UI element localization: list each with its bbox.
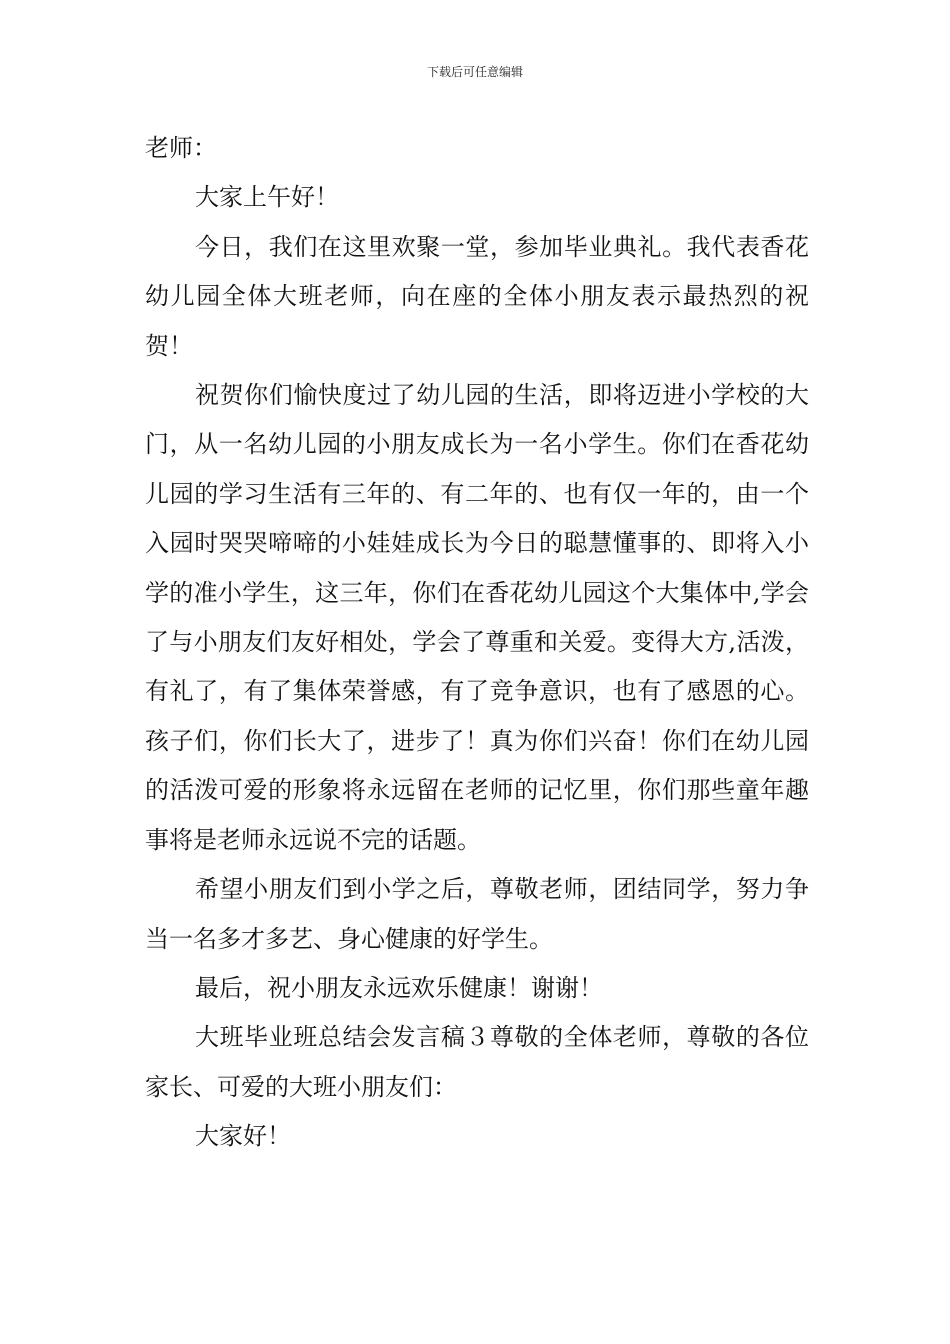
paragraph-growth: 祝贺你们愉快度过了幼儿园的生活，即将迈进小学校的大门，从一名幼儿园的小朋友成长为一名小学生。你们在香花幼儿园的学习生活有三年的、有二年的、也有仅一年的，由一个入园时哭哭啼啼的小娃娃成长为今日的聪慧懂事的、即将入小学的准小学生，这三年，你们在香花幼儿园这个大集体中,学会了与小朋友们友好相处，学会了尊重和关爱。变得大方,活泼，有礼了，有了集体荣誉感，有了竞争意识，也有了感恩的心。孩子们，你们长大了，进步了！真为你们兴奋！你们在幼儿园的活泼可爱的形象将永远留在老师的记忆里，你们那些童年趣事将是老师永远说不完的话题。 [145,381,809,854]
document-body [145,124,809,1162]
paragraph-speech-3-opening: 大班毕业班总结会发言稿３尊敬的全体老师，尊敬的各位家长、可爱的大班小朋友们： [145,1023,809,1101]
page-header-note: 下载后可任意编辑 [426,65,523,79]
paragraph-salutation: 老师： [145,134,217,162]
paragraph-congratulations: 今日，我们在这里欢聚一堂，参加毕业典礼。我代表香花幼儿园全体大班老师，向在座的全体小朋友表示最热烈的祝贺！ [145,232,809,360]
paragraph-greeting: 大家上午好！ [195,183,339,212]
paragraph-closing: 最后，祝小朋友永远欢乐健康！谢谢！ [195,973,603,1002]
paragraph-hope: 希望小朋友们到小学之后，尊敬老师，团结同学，努力争当一名多才多艺、身心健康的好学生。 [145,875,809,953]
paragraph-greeting-2: 大家好！ [195,1122,291,1151]
